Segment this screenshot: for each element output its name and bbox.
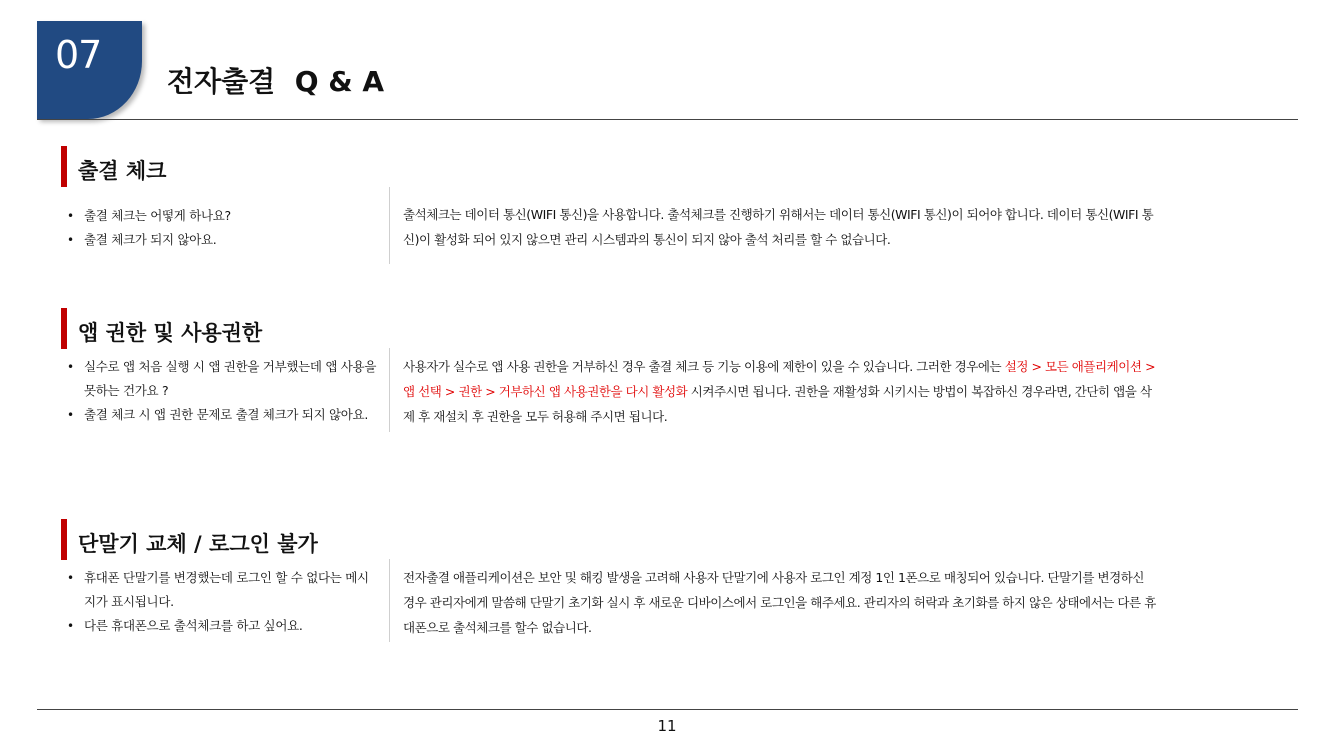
page-title: 전자출결 Q & A: [167, 65, 385, 98]
question-item: [60, 355, 380, 403]
bullet-icon: •: [67, 408, 74, 422]
answer-text-attendance-check: 출석체크는 데이터 통신(WIFI 통신)을 사용합니다. 출석체크를 진행하기 위해서는 데이터 통신(WIFI 통신)이 되어야 합니다. 데이터 통신(WIFI 통신)이 활성화 되어 있지 않으면 관리 시스템과의 통신이 되지 않아 출석 처리를 할 수 없습니다.: [403, 207, 1154, 247]
question-text: 출결 체크는 어떻게 하나요?: [84, 208, 231, 223]
section-accent-bar: [61, 519, 67, 560]
column-divider: [389, 559, 390, 642]
bullet-icon: •: [67, 571, 74, 585]
bullet-icon: •: [67, 619, 74, 633]
question-text: 다른 휴대폰으로 출석체크를 하고 싶어요.: [84, 618, 303, 633]
answer-text-part: 시켜주시면 됩니다. 권한을 재활성화 시키시는 방법이 복잡하신 경우라면, 간단히 앱을 삭제 후 재설치 후 권한을 모두 허용해 주시면 됩니다.: [403, 384, 1152, 424]
bullet-icon: •: [67, 209, 74, 223]
answer-text-device-login: 전자출결 애플리케이션은 보안 및 해킹 발생을 고려해 사용자 단말기에 사용자 로그인 계정 1인 1폰으로 매칭되어 있습니다. 단말기를 변경하신 경우 관리자에게 말씀해 단말기 초기화 실시 후 새로운 디바이스에서 로그인을 해주세요. 관리자의 허락과 초기화를 하지 않은 상태에서는 다른 휴대폰으로 출석체크를 할수 없습니다.: [403, 570, 1156, 635]
question-text: 실수로 앱 처음 실행 시 앱 권한을 거부했는데 앱 사용을 못하는 건가요 ?: [84, 359, 377, 398]
question-list-app-permissions: [60, 355, 380, 427]
question-text: 출결 체크가 되지 않아요.: [84, 232, 217, 247]
answer-text-part: 사용자가 실수로 앱 사용 권한을 거부하신 경우 출결 체크 등 기능 이용에 제한이 있을 수 있습니다. 그러한 경우에는: [403, 359, 1005, 374]
question-list-device-login: [60, 566, 380, 638]
column-divider: [389, 187, 390, 264]
question-text: 출결 체크 시 앱 권한 문제로 출결 체크가 되지 않아요.: [84, 407, 369, 422]
bullet-icon: •: [67, 233, 74, 247]
section-accent-bar: [61, 146, 67, 187]
section-title-device-login: 단말기 교체 / 로그인 불가: [78, 532, 318, 556]
settings-path-highlight: 설정 > 모든 애플리케이션 > 앱 선택 > 권한 > 거부하신 앱 사용권한을 다시 활성화: [403, 359, 1156, 399]
answer-text-app-permissions: [403, 354, 1158, 429]
bullet-icon: •: [67, 360, 74, 374]
question-item: [60, 228, 380, 252]
page-number: 11: [657, 717, 677, 735]
section-accent-bar: [61, 308, 67, 349]
section-title-attendance-check: 출결 체크: [78, 159, 167, 183]
question-item: [60, 403, 380, 427]
question-item: [60, 566, 380, 614]
question-item: [60, 204, 380, 228]
question-item: [60, 614, 380, 638]
chapter-number: 07: [55, 33, 102, 77]
section-title-app-permissions: 앱 권한 및 사용권한: [78, 321, 263, 345]
question-text: 휴대폰 단말기를 변경했는데 로그인 할 수 없다는 메시지가 표시됩니다.: [84, 570, 369, 609]
footer-divider: [37, 709, 1298, 710]
header-divider: [37, 119, 1298, 120]
question-list-attendance-check: [60, 204, 380, 252]
column-divider: [389, 348, 390, 432]
